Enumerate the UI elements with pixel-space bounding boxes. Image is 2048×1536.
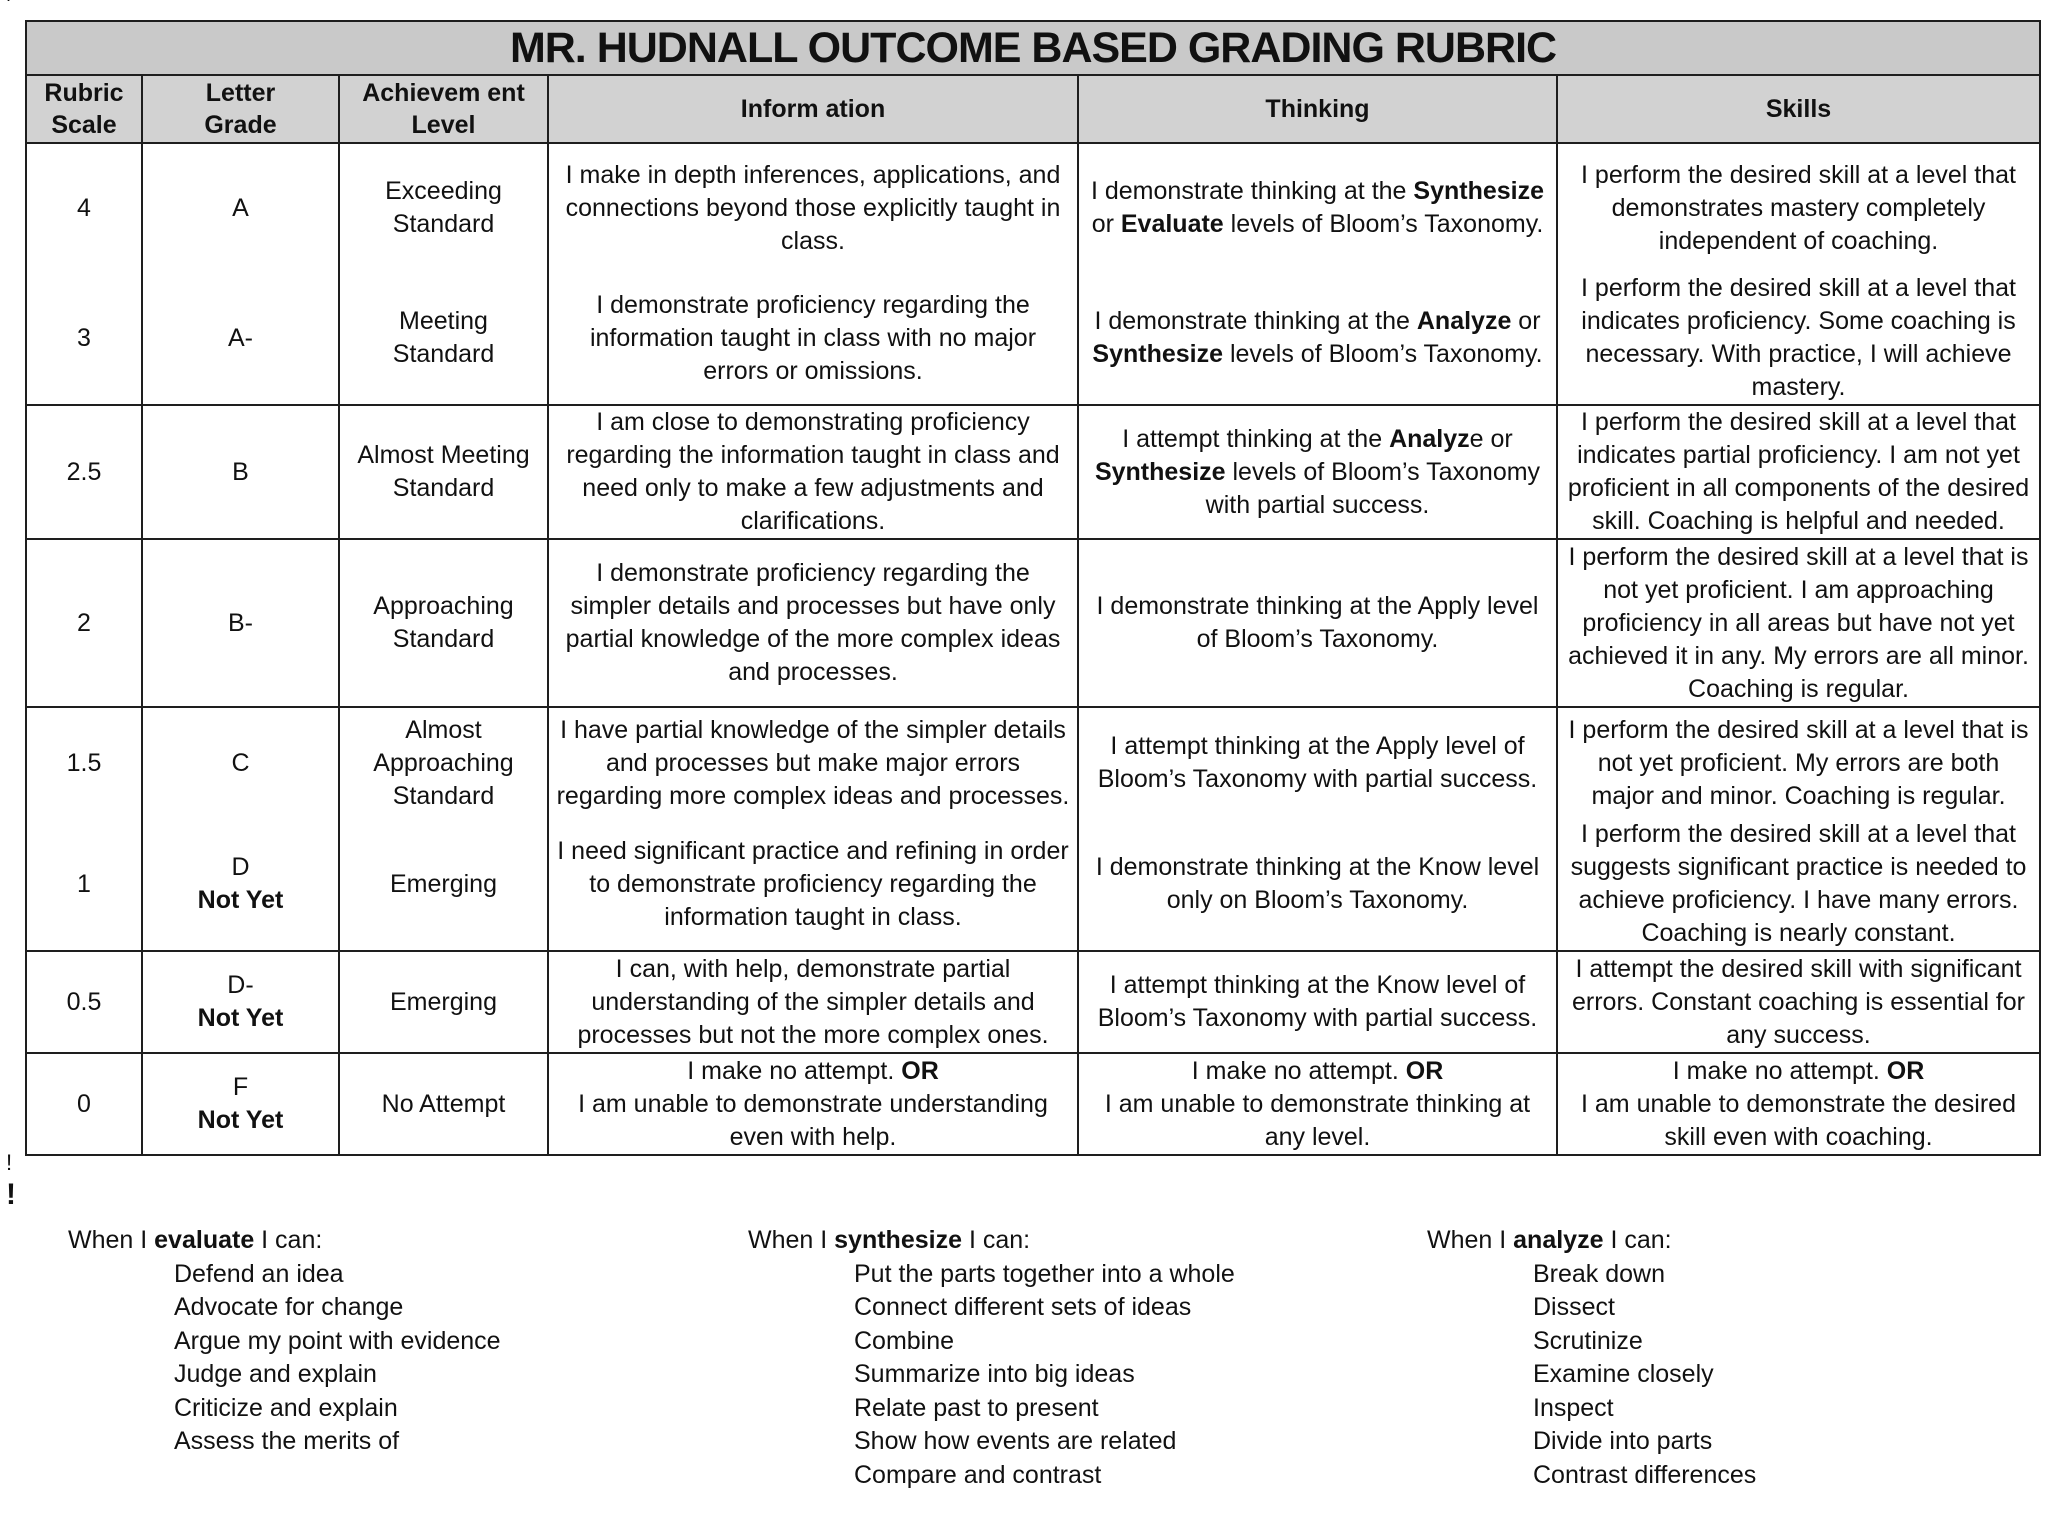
letter-grade: B — [142, 405, 339, 539]
thinking-cell: I attempt thinking at the Know level of Bloom’s Taxonomy with partial success. — [1078, 951, 1557, 1053]
achievement-level: Emerging — [339, 818, 548, 951]
list-item: Inspect — [1533, 1393, 1614, 1422]
header-information: Inform ation — [548, 75, 1078, 143]
rubric-scale: 3 — [26, 272, 142, 405]
grading-rubric-table — [25, 20, 2041, 1156]
thinking-cell: I demonstrate thinking at the Analyze or Synthesize levels of Bloom’s Taxonomy. — [1078, 272, 1557, 405]
letter-grade: C — [142, 707, 339, 818]
list-lead: When I analyze I can: — [1427, 1226, 1672, 1254]
information-cell: I need significant practice and refining in order to demonstrate proficiency regarding the information taught in class. — [548, 818, 1078, 951]
header-achievement-level: Achievem ent Level — [339, 75, 548, 143]
list-item: Combine — [854, 1326, 955, 1355]
header-letter-grade: Letter Grade — [142, 75, 339, 143]
rubric-row — [26, 272, 2040, 405]
rubric-row — [26, 143, 2040, 272]
not-yet-label: Not Yet — [197, 1004, 284, 1032]
rubric-scale: 0.5 — [26, 951, 142, 1053]
rubric-row — [26, 707, 2040, 818]
rubric-scale: 2.5 — [26, 405, 142, 539]
stray-mark: ! — [6, 1150, 13, 1175]
list-item: Judge and explain — [174, 1360, 377, 1388]
thinking-cell: I attempt thinking at the Apply level of Bloom’s Taxonomy with partial success. — [1078, 707, 1557, 818]
thinking-cell: I make no attempt. OR I am unable to demonstrate thinking at any level. — [1078, 1053, 1557, 1155]
list-item: Summarize into big ideas — [854, 1360, 1135, 1388]
rubric-scale: 1.5 — [26, 707, 142, 818]
header-rubric-scale: Rubric Scale — [26, 75, 142, 143]
information-cell: I demonstrate proficiency regarding the simpler details and processes but have only partial knowledge of the more complex ideas and processes. — [548, 539, 1078, 707]
list-item: Break down — [1533, 1259, 1666, 1288]
letter-grade: D- Not Yet — [142, 951, 339, 1053]
information-cell: I have partial knowledge of the simpler details and processes but make major errors regarding more complex ideas and processes. — [548, 707, 1078, 818]
rubric-row — [26, 951, 2040, 1053]
letter-grade: A — [142, 143, 339, 272]
achievement-level: Exceeding Standard — [339, 143, 548, 272]
information-cell: I make in depth inferences, applications, and connections beyond those explicitly taught in class. — [548, 143, 1078, 272]
header-row — [26, 75, 2040, 143]
achievement-level: Meeting Standard — [339, 272, 548, 405]
rubric-title: MR. HUDNALL OUTCOME BASED GRADING RUBRIC — [26, 21, 2040, 75]
list-lead: When I evaluate I can: — [68, 1226, 323, 1254]
stray-mark: ! — [6, 1178, 16, 1211]
achievement-level: Almost Approaching Standard — [339, 707, 548, 818]
rubric-scale: 0 — [26, 1053, 142, 1155]
skills-cell: I make no attempt. OR I am unable to demonstrate the desired skill even with coaching. — [1557, 1053, 2040, 1155]
synthesize-verb-list — [748, 1224, 1235, 1492]
stray-dot — [6, 0, 11, 4]
verb-items — [68, 1258, 501, 1459]
letter-grade: D Not Yet — [142, 818, 339, 951]
rubric-row — [26, 405, 2040, 539]
skills-cell: I perform the desired skill at a level that indicates proficiency. Some coaching is necessary. With practice, I will achieve mastery. — [1557, 272, 2040, 405]
analyze-verb-list — [1427, 1224, 1756, 1492]
skills-cell: I attempt the desired skill with significant errors. Constant coaching is essential for any success. — [1557, 951, 2040, 1053]
list-item: Advocate for change — [174, 1293, 404, 1321]
rubric-scale: 1 — [26, 818, 142, 951]
achievement-level: No Attempt — [339, 1053, 548, 1155]
skills-cell: I perform the desired skill at a level that is not yet proficient. I am approaching proficiency in all areas but have not yet achieved it in any. My errors are all minor. Coaching is regular. — [1557, 539, 2040, 707]
thinking-cell: I attempt thinking at the Analyze or Synthesize levels of Bloom’s Taxonomy with partial success. — [1078, 405, 1557, 539]
rubric-scale: 4 — [26, 143, 142, 272]
list-item: Examine closely — [1533, 1360, 1714, 1388]
list-item: Scrutinize — [1533, 1326, 1643, 1355]
rubric-row — [26, 818, 2040, 951]
list-item: Defend an idea — [174, 1259, 344, 1288]
thinking-cell: I demonstrate thinking at the Know level only on Bloom’s Taxonomy. — [1078, 818, 1557, 951]
list-item: Relate past to present — [854, 1393, 1099, 1422]
not-yet-label: Not Yet — [197, 886, 284, 914]
information-cell: I demonstrate proficiency regarding the information taught in class with no major errors or omissions. — [548, 272, 1078, 405]
skills-cell: I perform the desired skill at a level that suggests significant practice is needed to achieve proficiency. I have many errors. Coaching is nearly constant. — [1557, 818, 2040, 951]
not-yet-label: Not Yet — [197, 1106, 284, 1134]
rubric-scale: 2 — [26, 539, 142, 707]
thinking-cell: I demonstrate thinking at the Synthesize or Evaluate levels of Bloom’s Taxonomy. — [1078, 143, 1557, 272]
header-skills: Skills — [1557, 75, 2040, 143]
list-item: Dissect — [1533, 1293, 1615, 1321]
list-item: Put the parts together into a whole — [854, 1259, 1235, 1288]
list-lead: When I synthesize I can: — [748, 1226, 1031, 1254]
list-item: Criticize and explain — [174, 1393, 398, 1422]
header-thinking: Thinking — [1078, 75, 1557, 143]
rubric-row — [26, 539, 2040, 707]
list-item: Argue my point with evidence — [174, 1326, 501, 1355]
achievement-level: Emerging — [339, 951, 548, 1053]
verb-items — [1427, 1258, 1756, 1493]
list-item: Contrast differences — [1533, 1460, 1757, 1489]
skills-cell: I perform the desired skill at a level that is not yet proficient. My errors are both major and minor. Coaching is regular. — [1557, 707, 2040, 818]
list-item: Connect different sets of ideas — [854, 1293, 1192, 1321]
list-item: Show how events are related — [854, 1427, 1177, 1455]
information-cell: I make no attempt. OR I am unable to demonstrate understanding even with help. — [548, 1053, 1078, 1155]
letter-grade: F Not Yet — [142, 1053, 339, 1155]
verb-items — [748, 1258, 1235, 1493]
skills-cell: I perform the desired skill at a level that indicates partial proficiency. I am not yet proficient in all components of the desired skill. Coaching is helpful and needed. — [1557, 405, 2040, 539]
skills-cell: I perform the desired skill at a level that demonstrates mastery completely independent of coaching. — [1557, 143, 2040, 272]
letter-grade: A- — [142, 272, 339, 405]
achievement-level: Approaching Standard — [339, 539, 548, 707]
rubric-row — [26, 1053, 2040, 1155]
letter-grade: B- — [142, 539, 339, 707]
information-cell: I can, with help, demonstrate partial understanding of the simpler details and processes but not the more complex ones. — [548, 951, 1078, 1053]
achievement-level: Almost Meeting Standard — [339, 405, 548, 539]
evaluate-verb-list — [68, 1224, 501, 1459]
list-item: Assess the merits of — [174, 1427, 400, 1455]
list-item: Divide into parts — [1533, 1427, 1713, 1455]
list-item: Compare and contrast — [854, 1460, 1102, 1489]
information-cell: I am close to demonstrating proficiency regarding the information taught in class and need only to make a few adjustments and clarifications. — [548, 405, 1078, 539]
thinking-cell: I demonstrate thinking at the Apply level of Bloom’s Taxonomy. — [1078, 539, 1557, 707]
